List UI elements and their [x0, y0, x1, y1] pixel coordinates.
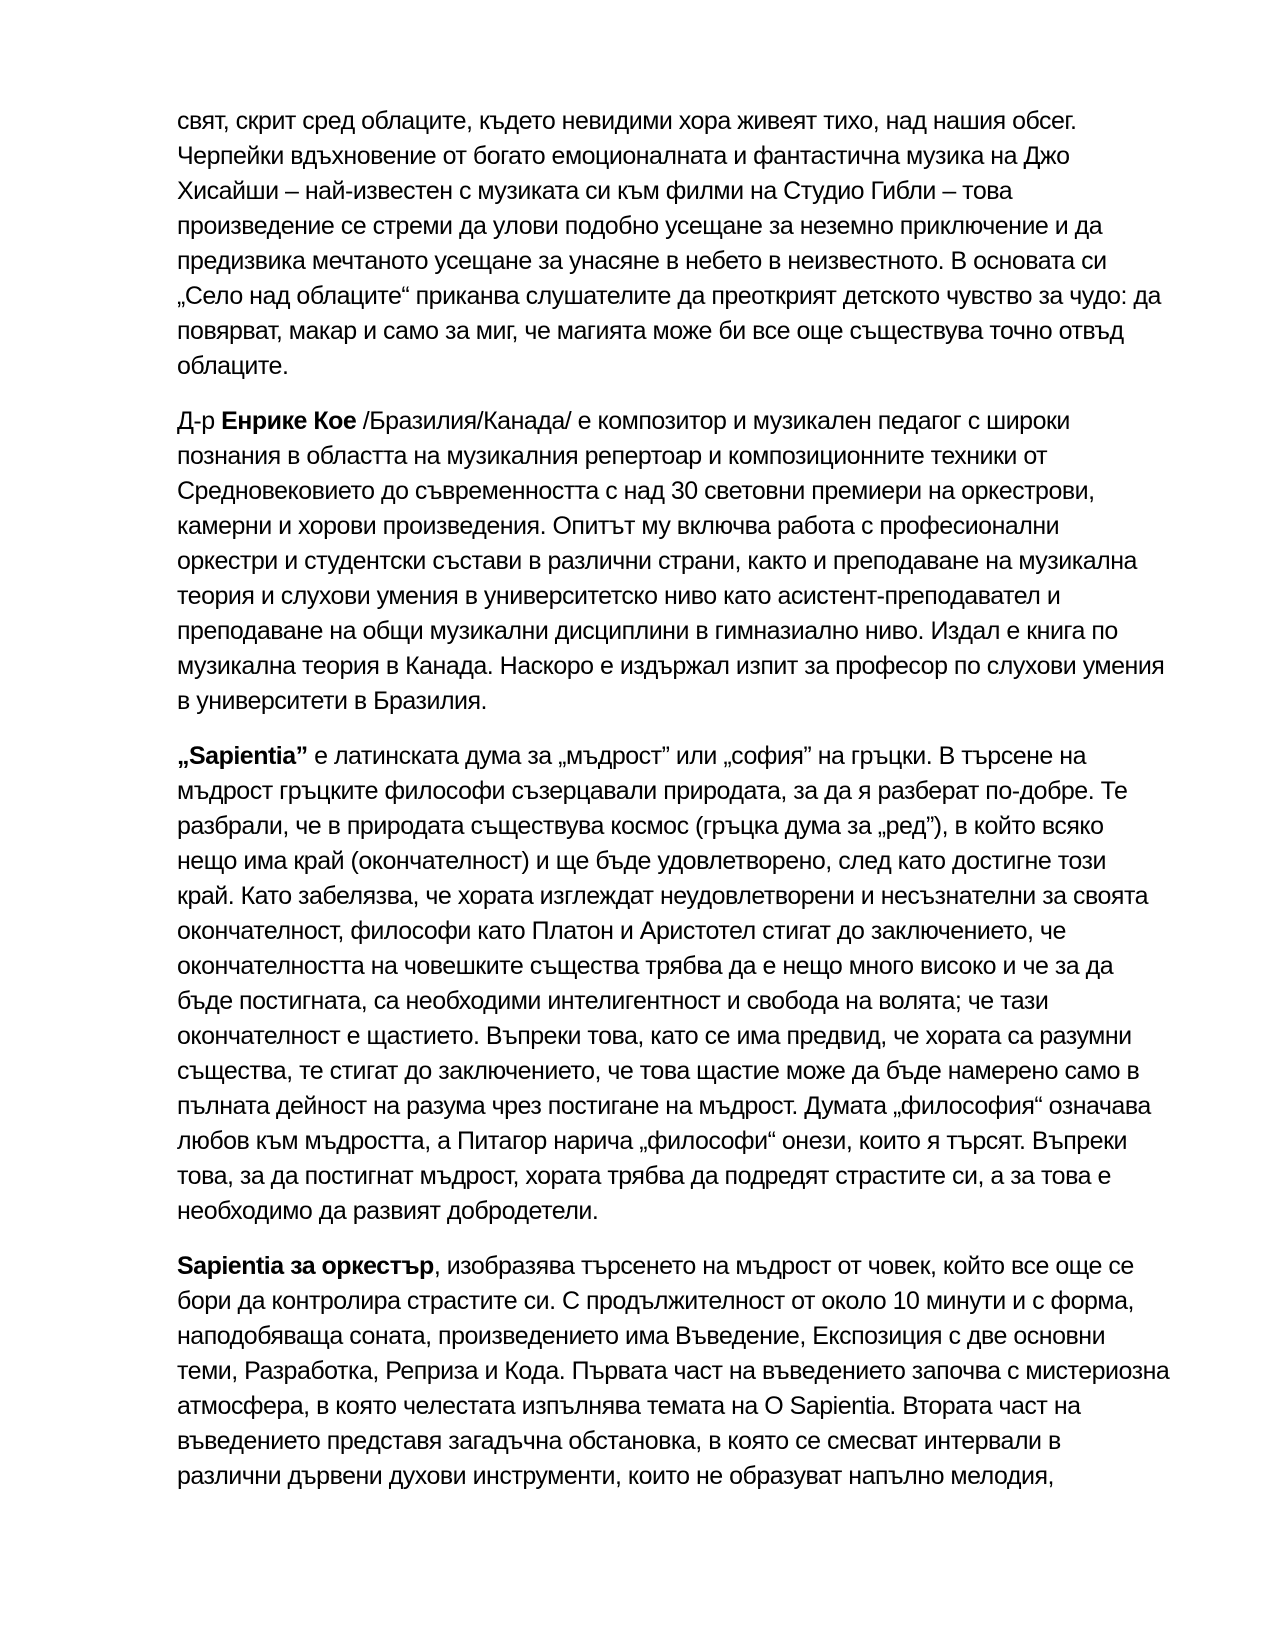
text-segment: познания в областта на музикалния репертоар и композиционните техники от [177, 442, 1048, 470]
text-line [177, 774, 1175, 809]
text-line [177, 474, 1175, 509]
text-segment: камерни и хорови произведения. Опитът му включва работа с професионални [177, 512, 1060, 540]
text-segment: музикална теория в Канада. Наскоро е издържал изпит за професор по слухови умения [177, 652, 1165, 680]
text-segment: атмосфера, в която челестата изпълнява темата на O Sapientia. Втората част на [177, 1392, 1081, 1420]
text-line [177, 509, 1175, 544]
text-line [177, 739, 1175, 774]
text-segment: край. Като забелязва, че хората изглеждат неудовлетворени и несъзнателни за своята [177, 882, 1149, 910]
document-content [177, 104, 1175, 1494]
text-segment: е латинската дума за „мъдрост” или „софия” на гръцки. В търсене на [307, 742, 1086, 770]
text-line [177, 174, 1175, 209]
text-segment: свят, скрит сред облаците, където невидими хора живеят тихо, над нашия обсег. [177, 107, 1077, 135]
text-segment: Хисайши – най-известен с музиката си към филми на Студио Гибли – това [177, 177, 1013, 205]
text-line [177, 1389, 1175, 1424]
text-line [177, 139, 1175, 174]
text-line [177, 439, 1175, 474]
text-segment: Средновековието до съвременността с над 30 световни премиери на оркестрови, [177, 477, 1095, 505]
text-line [177, 1089, 1175, 1124]
text-segment: това, за да постигнат мъдрост, хората трябва да подредят страстите си, а за това е [177, 1162, 1111, 1190]
text-line [177, 1159, 1175, 1194]
paragraph [177, 1249, 1175, 1494]
paragraph [177, 739, 1175, 1229]
text-segment: облаците. [177, 352, 289, 380]
text-line [177, 1319, 1175, 1354]
text-line [177, 544, 1175, 579]
bold-text-segment: Енрике Кое [221, 407, 357, 435]
bold-text-segment: Sapientia за оркестър [177, 1252, 434, 1280]
text-segment: любов към мъдростта, а Питагор нарича „философи“ онези, които я търсят. Въпреки [177, 1127, 1127, 1155]
text-segment: окончателност, философи като Платон и Аристотел стигат до заключението, че [177, 917, 1066, 945]
text-segment: бори да контролира страстите си. С продължителност от около 10 минути и с форма, [177, 1287, 1134, 1315]
text-segment: теми, Разработка, Реприза и Кода. Първата част на въведението започва с мистериозна [177, 1357, 1170, 1385]
text-segment: разбрали, че в природата съществува космос (гръцка дума за „ред”), в който всяко [177, 812, 1104, 840]
text-line [177, 684, 1175, 719]
text-segment: теория и слухови умения в университетско ниво като асистент-преподавател и [177, 582, 1061, 610]
text-line [177, 1124, 1175, 1159]
text-segment: Черпейки вдъхновение от богато емоционалната и фантастична музика на Джо [177, 142, 1070, 170]
text-line [177, 1054, 1175, 1089]
bold-text-segment: „Sapientia” [177, 742, 308, 770]
text-line [177, 1249, 1175, 1284]
text-segment: предизвика мечтаното усещане за унасяне в небето в неизвестното. В основата си [177, 247, 1107, 275]
text-segment: различни дървени духови инструменти, които не образуват напълно мелодия, [177, 1462, 1054, 1490]
text-segment: окончателността на човешките същества трябва да е нещо много високо и че за да [177, 952, 1114, 980]
text-segment: Д-р [177, 407, 222, 435]
text-line [177, 244, 1175, 279]
text-line [177, 1194, 1175, 1229]
text-line [177, 809, 1175, 844]
text-segment: наподобяваща соната, произведението има Въведение, Експозиция с две основни [177, 1322, 1106, 1350]
text-line [177, 1354, 1175, 1389]
text-segment: окончателност е щастието. Въпреки това, като се има предвид, че хората са разумни [177, 1022, 1132, 1050]
text-segment: оркестри и студентски състави в различни страни, както и преподаване на музикална [177, 547, 1137, 575]
text-segment: в университети в Бразилия. [177, 687, 487, 715]
text-segment: бъде постигната, са необходими интелигентност и свобода на волята; че тази [177, 987, 1049, 1015]
text-line [177, 1424, 1175, 1459]
text-line [177, 314, 1175, 349]
text-segment: „Село над облаците“ приканва слушателите да преоткрият детското чувство за чудо: да [177, 282, 1161, 310]
text-line [177, 914, 1175, 949]
text-segment: преподаване на общи музикални дисциплини в гимназиално ниво. Издал е книга по [177, 617, 1118, 645]
text-segment: произведение се стреми да улови подобно усещане за неземно приключение и да [177, 212, 1103, 240]
text-line [177, 949, 1175, 984]
text-line [177, 579, 1175, 614]
text-line [177, 104, 1175, 139]
text-segment: , изобразява търсенето на мъдрост от човек, който все още се [433, 1252, 1134, 1280]
text-segment: повярват, макар и само за миг, че магията може би все още съществува точно отвъд [177, 317, 1124, 345]
text-segment: /Бразилия/Канада/ е композитор и музикален педагог с широки [356, 407, 1070, 435]
text-segment: въведението представя загадъчна обстановка, в която се смесват интервали в [177, 1427, 1061, 1455]
text-line [177, 984, 1175, 1019]
text-line [177, 1459, 1175, 1494]
text-line [177, 404, 1175, 439]
text-line [177, 1284, 1175, 1319]
text-segment: необходимо да развият добродетели. [177, 1197, 599, 1225]
text-segment: същества, те стигат до заключението, че това щастие може да бъде намерено само в [177, 1057, 1140, 1085]
text-line [177, 1019, 1175, 1054]
text-line [177, 209, 1175, 244]
text-line [177, 649, 1175, 684]
text-line [177, 844, 1175, 879]
text-line [177, 279, 1175, 314]
text-segment: мъдрост гръцките философи съзерцавали природата, за да я разберат по-добре. Те [177, 777, 1128, 805]
text-line [177, 349, 1175, 384]
text-line [177, 614, 1175, 649]
paragraph [177, 404, 1175, 719]
text-segment: пълната дейност на разума чрез постигане на мъдрост. Думата „философия“ означава [177, 1092, 1151, 1120]
text-line [177, 879, 1175, 914]
text-segment: нещо има край (окончателност) и ще бъде удовлетворено, след като достигне този [177, 847, 1106, 875]
paragraph [177, 104, 1175, 384]
